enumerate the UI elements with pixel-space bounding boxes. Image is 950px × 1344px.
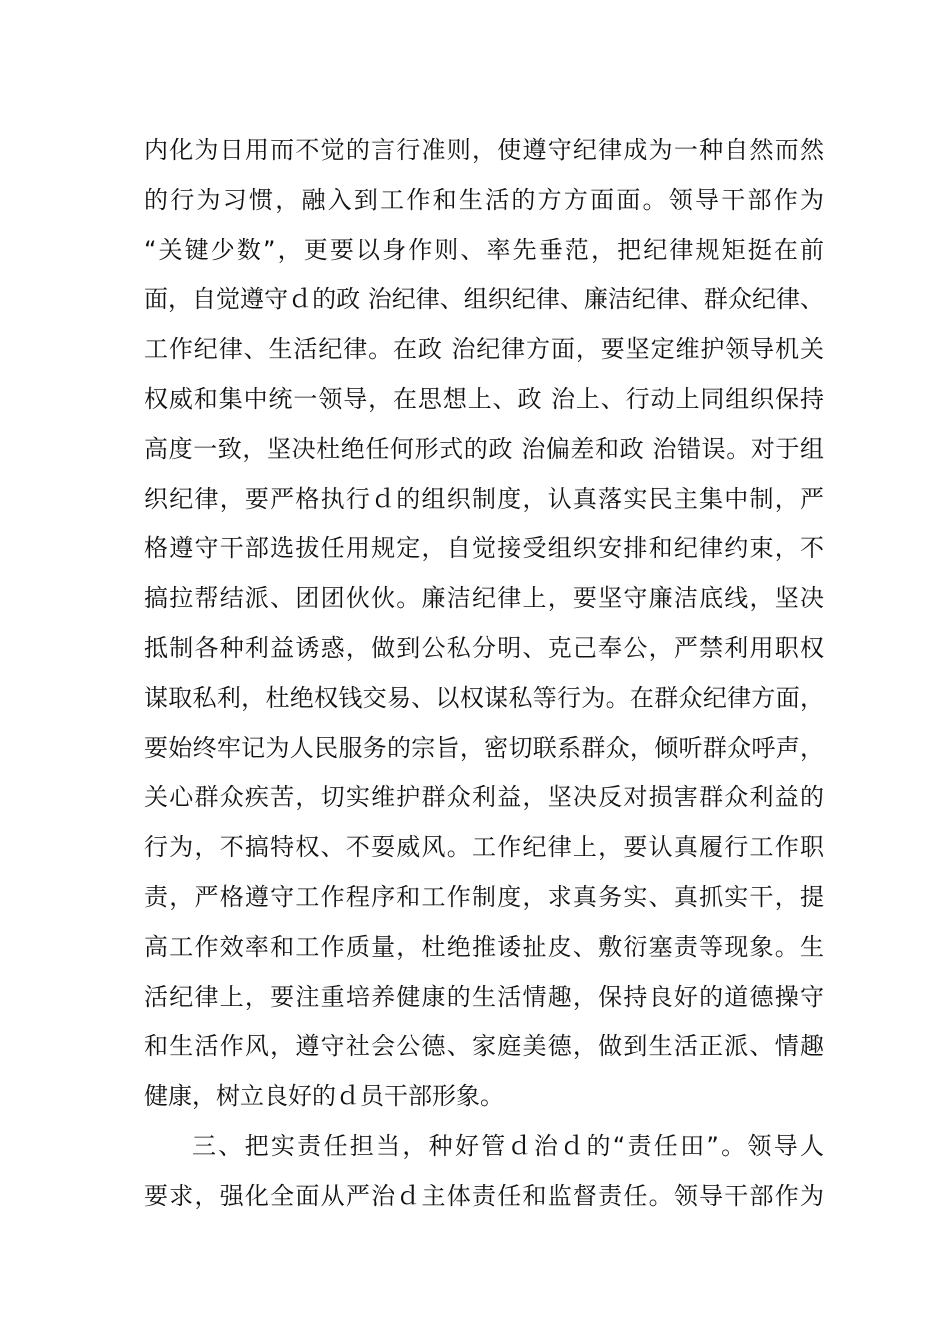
text-line: 谋取私利，杜绝权钱交易、以权谋私等行为。在群众纪律方面， [144,683,824,712]
section-heading-line: 三、把实责任担当，种好管ｄ治ｄ的“责任田”。领导人 [192,1131,824,1160]
text-line: 面，自觉遵守ｄ的政 治纪律、组织纪律、廉洁纪律、群众纪律、 [144,285,824,314]
body-text [144,126,824,1222]
text-line: 工作纪律、生活纪律。在政 治纪律方面，要坚定维护领导机关 [144,335,824,364]
text-line: 织纪律，要严格执行ｄ的组织制度，认真落实民主集中制，严 [144,484,824,513]
text-line: 格遵守干部选拔任用规定，自觉接受组织安排和纪律约束，不 [144,534,824,563]
text-line: 权威和集中统一领导，在思想上、政 治上、行动上同组织保持 [144,384,824,413]
text-line: 行为，不搞特权、不耍威风。工作纪律上，要认真履行工作职 [144,833,824,862]
text-line: 责，严格遵守工作程序和工作制度，求真务实、真抓实干，提 [144,882,824,911]
text-line: 抵制各种利益诱惑，做到公私分明、克己奉公，严禁利用职权 [144,633,824,662]
text-line: 高度一致，坚决杜绝任何形式的政 治偏差和政 治错误。对于组 [144,434,824,463]
text-line: 关心群众疾苦，切实维护群众利益，坚决反对损害群众利益的 [144,783,824,812]
text-line-paragraph-end: 健康，树立良好的ｄ员干部形象。 [144,1082,504,1111]
text-line: 要求，强化全面从严治ｄ主体责任和监督责任。领导干部作为 [144,1181,824,1210]
text-line: 高工作效率和工作质量，杜绝推诿扯皮、敷衍塞责等现象。生 [144,932,824,961]
text-line: 活纪律上，要注重培养健康的生活情趣，保持良好的道德操守 [144,982,824,1011]
text-line: 要始终牢记为人民服务的宗旨，密切联系群众，倾听群众呼声， [144,733,824,762]
text-line: “关键少数”，更要以身作则、率先垂范，把纪律规矩挺在前 [144,235,824,264]
text-line: 的行为习惯，融入到工作和生活的方方面面。领导干部作为 [144,185,824,214]
text-line: 搞拉帮结派、团团伙伙。廉洁纪律上，要坚守廉洁底线，坚决 [144,584,824,613]
text-line: 内化为日用而不觉的言行准则，使遵守纪律成为一种自然而然 [144,136,824,164]
text-line: 和生活作风，遵守社会公德、家庭美德，做到生活正派、情趣 [144,1032,824,1061]
